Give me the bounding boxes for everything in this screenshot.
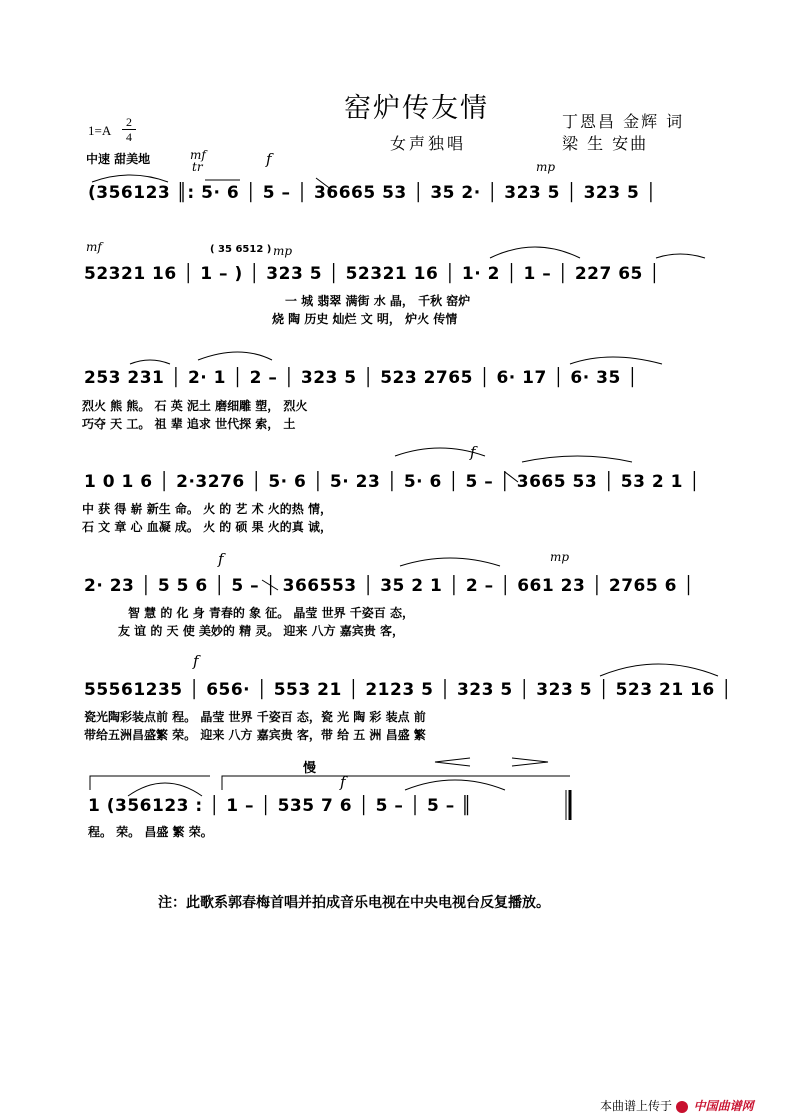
stave-2-lyrics-2: 烧 陶 历史 灿烂 文 明， 炉火 传情 [272, 312, 458, 326]
stave-4-notes: 1 0 1 6 │ 2·3276 │ 5· 6 │ 5· 23 │ 5· 6 │ 5 – │ 3665 53 │ 53 2 1 │ [84, 472, 701, 492]
dynamic-mp-3: mp [550, 550, 570, 564]
dynamic-f-4: f [193, 652, 199, 670]
dynamic-mp-2: mp [273, 244, 293, 258]
lyricist-credit: 丁恩昌 金辉 词 [562, 112, 685, 131]
stave-4-lyrics-2: 石 文 章 心 血凝 成。 火 的 硕 果 火的真 诚， [82, 520, 332, 534]
stave-5-lyrics-2: 友 谊 的 天 使 美妙的 精 灵。 迎来 八方 嘉宾贵 客， [118, 624, 404, 638]
tempo-mark: 中速 甜美地 [86, 152, 151, 166]
song-title: 窑炉传友情 [344, 93, 489, 124]
stave-5-lyrics-1: 智 慧 的 化 身 青春的 象 征。 晶莹 世界 千姿百 态， [128, 606, 414, 620]
footnote: 注：此歌系郭春梅首唱并拍成音乐电视在中央电视台反复播放。 [158, 895, 550, 911]
key-signature: 1=A [88, 123, 112, 138]
footer-credit [600, 1097, 754, 1114]
stave-4-lyrics-1: 中 获 得 崭 新生 命。 火 的 艺 术 火的热 情， [82, 502, 332, 516]
stave-2-lyrics-1: 一 城 翡翠 满街 水 晶， 千秋 窑炉 [285, 294, 471, 308]
tempo-slow: 慢 [303, 761, 317, 776]
stave-5-notes: 2· 23 │ 5 5 6 │ 5 – │ 366553 │ 35 2 1 │ 2 – │ 661 23 │ 2765 6 │ [84, 576, 695, 596]
dynamic-mp: mp [536, 160, 556, 174]
stave-6-lyrics-1: 瓷光陶彩装点前 程。 晶莹 世界 千姿百 态，瓷 光 陶 彩 装点 前 [84, 710, 426, 724]
stave-6-lyrics-2: 带给五洲昌盛繁 荣。 迎来 八方 嘉宾贵 客，带 给 五 洲 昌盛 繁 [84, 728, 426, 742]
stave-7-notes: 1 (356123 : │ 1 – │ 535 7 6 │ 5 – │ 5 – ║ [88, 796, 472, 816]
site-logo-icon [676, 1101, 688, 1113]
time-sig-bottom: 4 [126, 130, 132, 144]
stave-2-grace: ( 35 6512 ) [210, 244, 272, 255]
trill-mark: tr [192, 160, 203, 174]
stave-7-lyrics-1: 程。 荣。 昌盛 繁 荣。 [88, 825, 213, 839]
dynamic-f-2: f [470, 443, 476, 461]
dynamic-f-3: f [218, 550, 224, 568]
stave-3-notes: 253 231 │ 2· 1 │ 2 – │ 323 5 │ 523 2765 │ 6· 17 │ 6· 35 │ [84, 368, 638, 388]
stave-3-lyrics-1: 烈火 熊 熊。 石 英 泥土 磨细雕 塑， 烈火 [82, 399, 308, 413]
stave-3-lyrics-2: 巧夺 天 工。 祖 辈 追求 世代探 索， 土 [82, 417, 296, 431]
dynamic-f-5: f [340, 773, 346, 791]
time-sig-top: 2 [126, 115, 132, 129]
dynamic-mf: mf [190, 148, 206, 162]
stave-2-notes: 52321 16 │ 1 – ) │ 323 5 │ 52321 16 │ 1· 2 │ 1 – │ 227 65 │ [84, 264, 661, 284]
dynamic-f: f [266, 150, 272, 168]
stave-6-notes: 55561235 │ 656· │ 553 21 │ 2123 5 │ 323 5 │ 323 5 │ 523 21 16 │ [84, 680, 732, 700]
composer-credit: 梁 生 安曲 [562, 134, 649, 153]
stave-1-notes: (356123 ║: 5· 6 │ 5 – │ 36665 53 │ 35 2· │ 323 5 │ 323 5 │ [88, 183, 657, 203]
footer-site-name[interactable]: 中国曲谱网 [693, 1099, 754, 1113]
dynamic-mf-2: mf [86, 240, 102, 254]
performance-type: 女声独唱 [390, 134, 467, 153]
footer-uploaded-label: 本曲谱上传于 [600, 1099, 673, 1113]
